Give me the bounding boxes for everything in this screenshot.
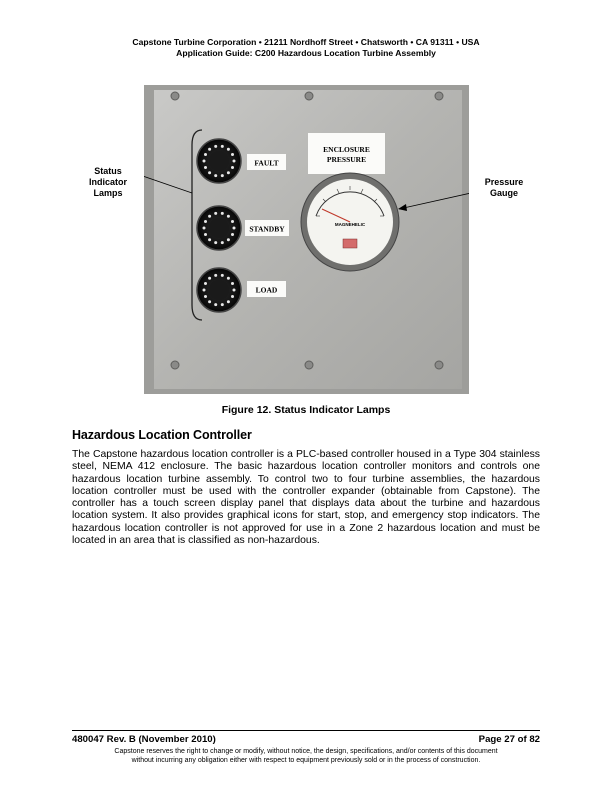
lamp-led-dot [208, 215, 211, 218]
lamp-label-fault: FAULT [254, 158, 279, 168]
placard-line-2: PRESSURE [326, 155, 367, 164]
lamp-led-dot [231, 282, 234, 285]
lamp-led-dot [227, 300, 230, 303]
lamp-led-dot [203, 289, 206, 292]
lamp-label-standby: STANDBY [249, 224, 285, 234]
lamp-led-dot [214, 174, 217, 177]
lamp-led-dot [221, 212, 224, 215]
lamp-led-dot [208, 300, 211, 303]
lamp-led-dot [203, 160, 206, 163]
lamp-led-dot [214, 303, 217, 306]
lamp-led-dot [231, 295, 234, 298]
lamp-led-dot [233, 227, 236, 230]
lamp-led-dot [204, 233, 207, 236]
lamp-led-dot [208, 171, 211, 174]
placard-line-1: ENCLOSURE [323, 145, 370, 154]
lamp-led-dot [204, 153, 207, 156]
lamp-led-dot [231, 166, 234, 169]
lamp-led-dot [227, 148, 230, 151]
lamp-led-dot [227, 215, 230, 218]
lamp-led-dot [233, 289, 236, 292]
lamp-led-dot [221, 303, 224, 306]
lamp-led-dot [204, 282, 207, 285]
lamp-led-dot [208, 238, 211, 241]
lamp-led-dot [231, 220, 234, 223]
footer-doc-rev: 480047 Rev. B (November 2010) [72, 734, 216, 745]
lamp-led-dot [214, 145, 217, 148]
lamp-led-dot [233, 160, 236, 163]
lamp-led-dot [231, 233, 234, 236]
lamp-led-dot [214, 241, 217, 244]
lamp-led-dot [227, 238, 230, 241]
footer-page-number: Page 27 of 82 [478, 734, 540, 745]
gauge-brand: MAGNEHELIC [334, 222, 366, 227]
figure-photo [144, 85, 469, 394]
footer-rule [72, 730, 540, 731]
lamp-led-dot [214, 212, 217, 215]
lamp-led-dot [214, 274, 217, 277]
lamp-led-dot [227, 277, 230, 280]
header-line-1: Capstone Turbine Corporation • 21211 Nordhoff Street • Chatsworth • CA 91311 • USA [132, 37, 480, 47]
lamp-led-dot [204, 295, 207, 298]
lamp-led-dot [221, 241, 224, 244]
lamp-label-load: LOAD [255, 285, 278, 295]
callout-pressure-gauge: Pressure Gauge [484, 177, 524, 198]
lamp-led-dot [204, 220, 207, 223]
lamp-led-dot [231, 153, 234, 156]
figure-caption: Figure 12. Status Indicator Lamps [221, 404, 391, 416]
lamp-led-dot [227, 171, 230, 174]
lamp-led-dot [208, 148, 211, 151]
callout-status-lamps: Status Indicator Lamps [88, 166, 127, 198]
lamp-led-dot [208, 277, 211, 280]
lamp-led-dot [221, 174, 224, 177]
header-line-2: Application Guide: C200 Hazardous Location Turbine Assembly [176, 48, 436, 58]
footer-disclaimer: Capstone reserves the right to change or modify, without notice, the design, specifications, and/or contents of this document without incurring any obligation either with respect to equipment previously sold or in the process of construction. [114, 748, 498, 764]
lamp-led-dot [204, 166, 207, 169]
section-title: Hazardous Location Controller [72, 428, 252, 442]
lamp-led-dot [221, 145, 224, 148]
section-body: The Capstone hazardous location controller is a PLC-based controller housed in a Type 304 stainless steel, NEMA 412 enclosure. The basic hazardous location controller monitors and controls one hazardous location turbine assembly. To control two to four turbine assemblies, the hazardous location controller must be used with the controller expander (obtainable from Capstone). The controller has a touch screen display panel that displays data about the turbine and hazardous location system. It also provides graphical icons for start, stop, and emergency stop indicators. The hazardous location controller is not approved for use in a Zone 2 hazardous location and must be located in an area that is classified as non-hazardous. [72, 449, 540, 547]
lamp-led-dot [203, 227, 206, 230]
lamp-led-dot [221, 274, 224, 277]
pressure-gauge [301, 173, 399, 271]
